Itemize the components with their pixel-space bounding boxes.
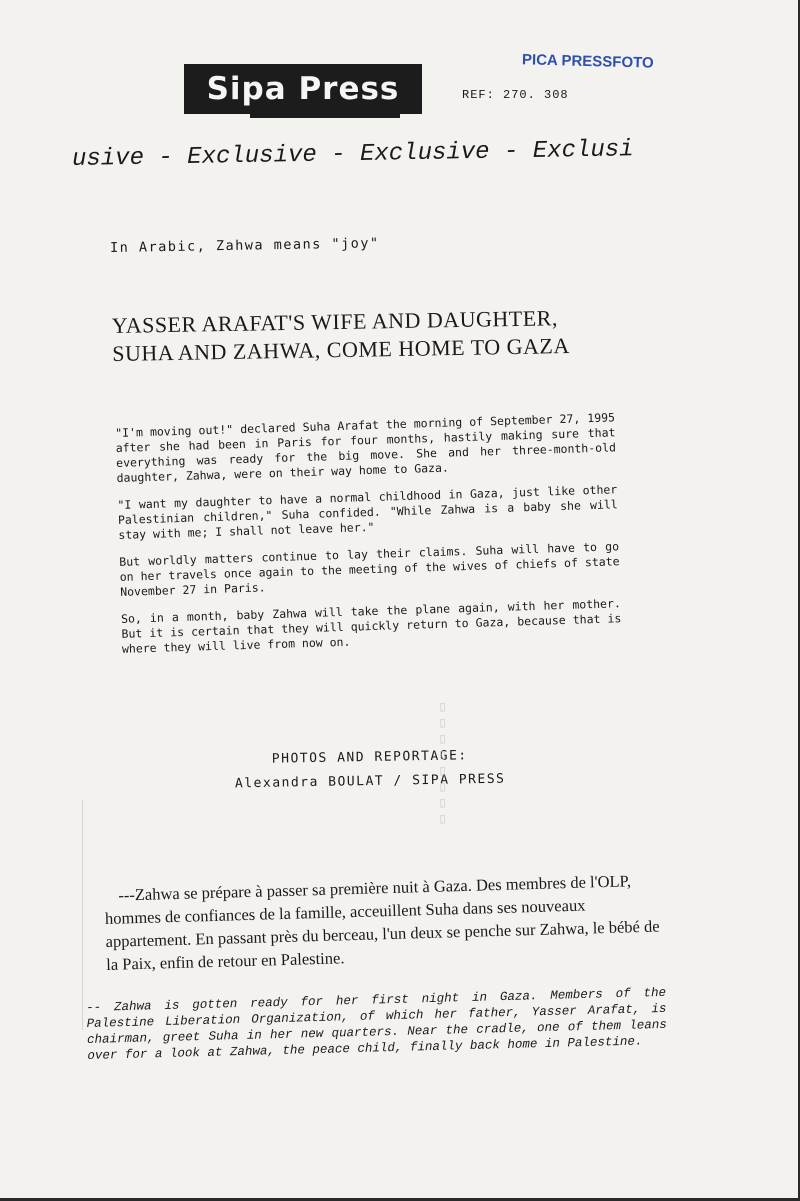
caption-french-text: ---Zahwa se prépare à passer sa première nuit à Gaza. Des membres de l'OLP, hommes de confiances de la famille, acceuillent Suha dans ses nouveaux appartement. En passant près du berceau, l'un deux se penche sur Zahwa, le bébé de la Paix, enfin de retour en Palestine. (104, 871, 660, 974)
credits-photographer: Alexandra BOULAT / SIPA PRESS (234, 771, 506, 792)
body-paragraph: "I want my daughter to have a normal childhood in Gaza, just like other Palestinian children," Suha confided. "While Zahwa is a baby she will stay with me; I shall not leave her." (117, 482, 618, 542)
sipa-press-logo: Sipa Press (184, 64, 422, 114)
exclusive-banner: usive - Exclusive - Exclusive - Exclusi (71, 136, 634, 173)
scan-edge-line (82, 800, 83, 1030)
subtitle-arabic-meaning: In Arabic, Zahwa means "joy" (109, 235, 380, 256)
article-body (115, 410, 622, 669)
body-paragraph: "I'm moving out!" declared Suha Arafat the morning of September 27, 1995 after she had been in Paris for four months, hastily making sure that everything was ready for the big move. She and her three-month-old daughter, Zahwa, were on their way home to Gaza. (115, 410, 617, 485)
logo-underline (250, 114, 400, 118)
photo-credits (150, 742, 591, 798)
caption-english (86, 985, 667, 1064)
headline-line-1: YASSER ARAFAT'S WIFE AND DAUGHTER, (111, 305, 559, 339)
caption-french (104, 868, 666, 976)
pica-pressfoto-stamp: PICA PRESSFOTO (521, 51, 654, 72)
credits-heading: PHOTOS AND REPORTAGE: (271, 748, 468, 767)
headline (112, 303, 633, 368)
caption-english-text: -- Zahwa is gotten ready for her first night in Gaza. Members of the Palestine Liberation Organization, of which her father, Yasser Arafat, is chairman, greet Suha in her new quarters. Near the cradle, one of them leans over for a look at Zahwa, the peace child, finally back home in Palestine. (86, 985, 668, 1063)
faint-archive-watermark: ▯▯▯▯▯▯▯▯ (436, 700, 448, 828)
headline-line-2: SUHA AND ZAHWA, COME HOME TO GAZA (112, 333, 570, 366)
body-paragraph: So, in a month, baby Zahwa will take the plane again, with her mother. But it is certain that they will quickly return to Gaza, because that is where they will live from now on. (120, 596, 622, 656)
reference-number: REF: 270. 308 (462, 88, 569, 102)
body-paragraph: But worldly matters continue to lay their claims. Suha will have to go on her travels once again to the meeting of the wives of chiefs of state November 27 in Paris. (119, 539, 620, 599)
